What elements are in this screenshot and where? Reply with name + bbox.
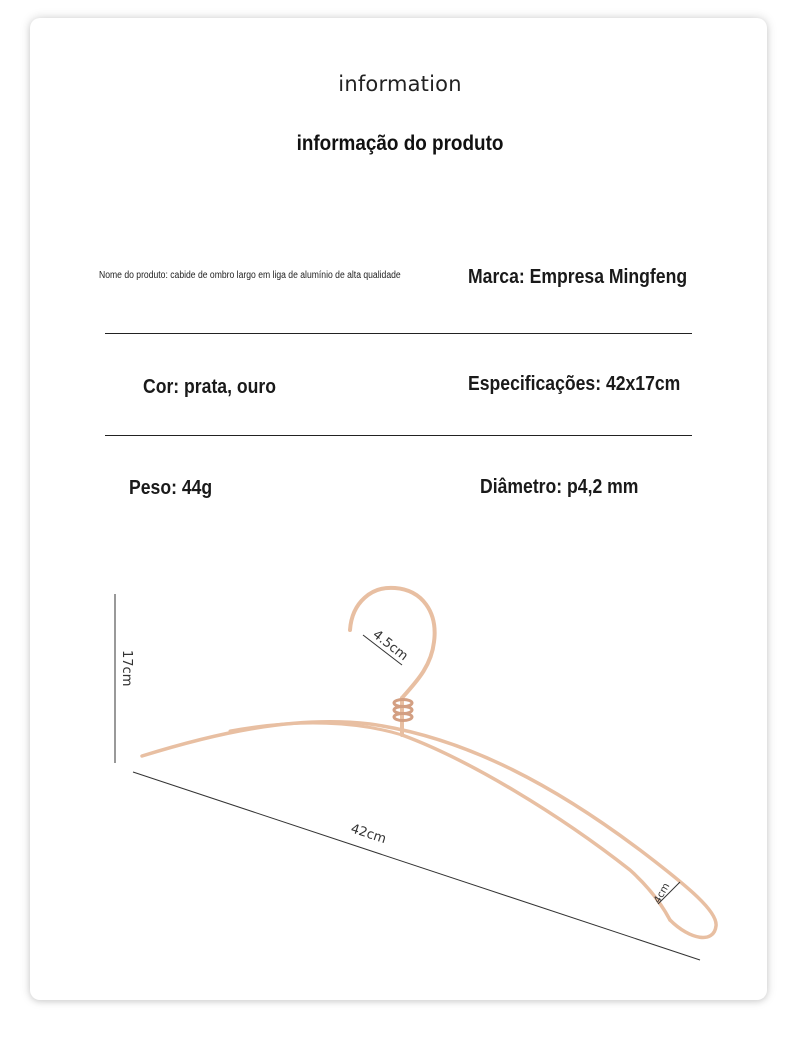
hanger-shoulder: [142, 722, 716, 938]
spec-diameter: Diâmetro: p4,2 mm: [480, 476, 639, 498]
hook-dimension-label: 4.5cm: [369, 627, 411, 665]
spec-specifications: Especificações: 42x17cm: [468, 373, 681, 395]
hanger: [142, 588, 716, 938]
page-title-english: information: [338, 72, 462, 96]
height-dimension-label: 17cm: [119, 650, 134, 687]
hanger-lower-bar: [402, 735, 673, 920]
length-dimension-line: [133, 772, 700, 960]
spec-product-name: Nome do produto: cabide de ombro largo em liga de alumínio de alta qualidade: [99, 270, 401, 281]
page-title-portuguese: informação do produto: [296, 132, 504, 155]
spec-brand: Marca: Empresa Mingfeng: [468, 266, 688, 288]
spec-weight: Peso: 44g: [129, 477, 213, 499]
spec-color: Cor: prata, ouro: [143, 376, 276, 398]
length-dimension-label: 42cm: [348, 821, 388, 848]
end-dimension-label: 4cm: [652, 881, 673, 906]
